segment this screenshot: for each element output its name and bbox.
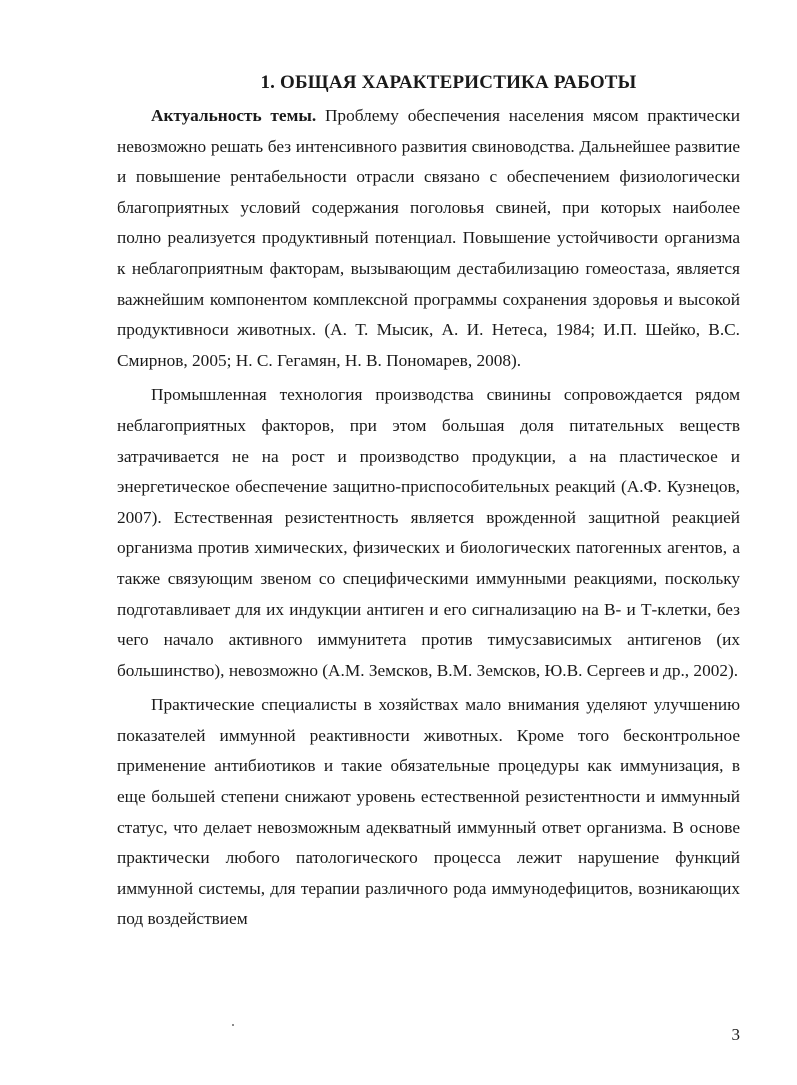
paragraph-lead: Актуальность темы. (151, 106, 317, 125)
section-heading: 1. ОБЩАЯ ХАРАКТЕРИСТИКА РАБОТЫ (260, 72, 637, 93)
page-number: 3 (731, 1025, 740, 1044)
paragraph-text: Проблему обеспечения населения мясом практически невозможно решать без интенсивного развития свиноводства. Дальнейшее развитие и повышение рентабельности отрасли связано с обеспечением физиологически благоприятных условий содержания поголовья свиней, при которых наиболее полно реализуется продуктивный потенциал. Повышение устойчивости организма к неблагоприятным факторам, вызывающим дестабилизацию гомеостаза, является важнейшим компонентом комплексной программы сохранения здоровья и высокой продуктивноси животных. (А. Т. Мысик, А. И. Нетеса, 1984; И.П. Шейко, В.С. Смирнов, 2005; Н. С. Гегамян, Н. В. Пономарев, 2008). (117, 106, 740, 370)
scan-speck (232, 1024, 234, 1026)
body-text (117, 101, 740, 935)
paragraph-technology: Промышленная технология производства свинины сопровождается рядом неблагоприятных факторов, при этом большая доля питательных веществ затрачивается не на рост и производство продукции, а на пластическое и энергетическое обеспечение защитно-приспособительных реакций (А.Ф. Кузнецов, 2007). Естественная резистентность является врожденной защитной реакцией организма против химических, физических и биологических патогенных агентов, а также связующим звеном со специфическими иммунными реакциями, поскольку подготавливает для их индукции антиген и его сигнализацию на В- и Т-клетки, без чего начало активного иммунитета против тимусзависимых антигенов (их большинство), невозможно (А.М. Земсков, В.М. Земсков, Ю.В. Сергеев и др., 2002). (117, 385, 740, 680)
paragraph-specialists: Практические специалисты в хозяйствах мало внимания уделяют улучшению показателей иммунной реактивности животных. Кроме того бесконтрольное применение антибиотиков и такие обязательные процедуры как иммунизация, в еще большей степени снижают уровень естественной резистентности и иммунный статус, что делает невозможным адекватный иммунный ответ организма. В основе практически любого патологического процесса лежит нарушение функций иммунной системы, для терапии различного рода иммунодефицитов, возникающих под воздействием (117, 695, 740, 929)
paragraph-relevance (117, 101, 740, 376)
